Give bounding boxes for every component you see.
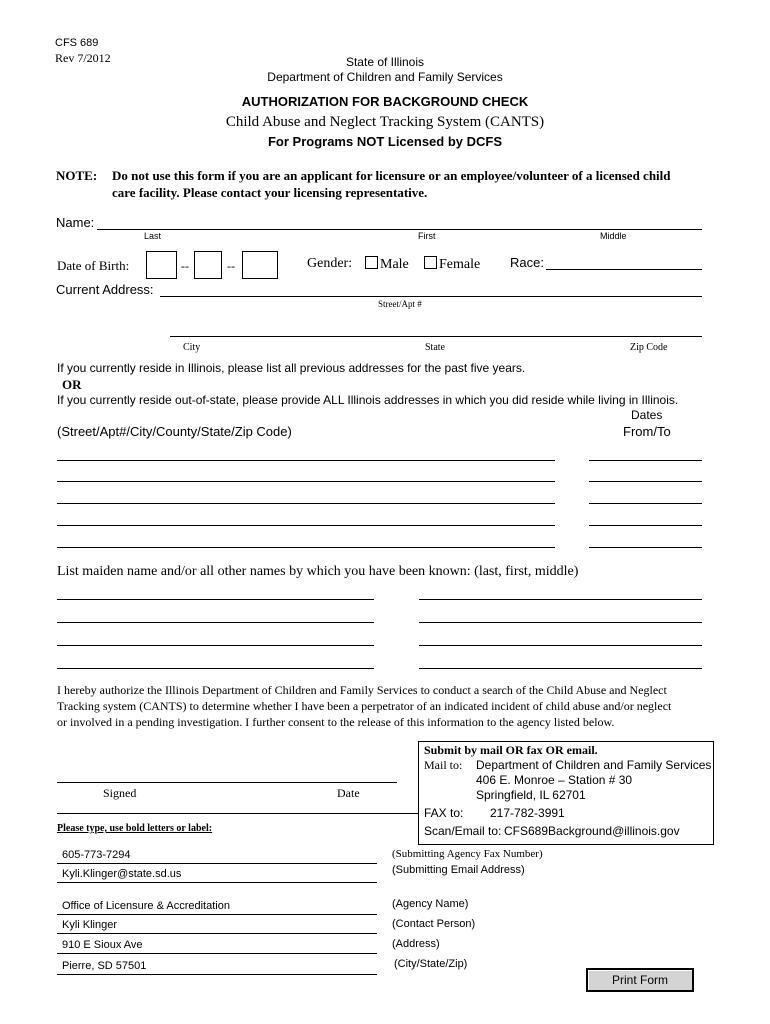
dob-separator: -- [181, 259, 189, 273]
from-to-header: From/To [623, 424, 671, 439]
other-name-line[interactable] [57, 599, 374, 600]
race-label: Race: [510, 255, 544, 270]
other-name-line[interactable] [57, 668, 374, 669]
other-name-line[interactable] [419, 599, 702, 600]
name-field[interactable] [97, 229, 702, 230]
gender-label: Gender: [307, 256, 353, 271]
previous-address-line[interactable] [57, 503, 555, 504]
dates-line[interactable] [589, 525, 702, 526]
race-field[interactable] [546, 269, 702, 270]
zip-caption: Zip Code [630, 342, 668, 353]
contact-person-caption: (Contact Person) [392, 918, 476, 930]
agency-email-value[interactable]: Kyli.Klinger@state.sd.us [62, 868, 182, 880]
or-label: OR [62, 377, 82, 392]
form-id: CFS 689 [55, 37, 99, 49]
fax-number: 217-782-3991 [490, 806, 565, 820]
note-label: NOTE: [56, 168, 98, 183]
name-middle-caption: Middle [600, 231, 627, 241]
contact-person-line [57, 933, 377, 934]
gender-female-option[interactable] [424, 256, 480, 273]
other-name-line[interactable] [419, 622, 702, 623]
dob-label: Date of Birth: [57, 258, 130, 273]
other-name-line[interactable] [419, 668, 702, 669]
other-name-line[interactable] [57, 645, 374, 646]
male-label: Male [380, 257, 409, 272]
agency-email-caption: (Submitting Email Address) [392, 864, 525, 876]
fax-label: FAX to: [424, 806, 464, 820]
mail-address-line2: 406 E. Monroe – Station # 30 [476, 773, 633, 787]
dates-line[interactable] [589, 460, 702, 461]
mail-address-line1: Department of Children and Family Services [476, 758, 712, 772]
other-name-line[interactable] [57, 622, 374, 623]
authorization-text-line1: I hereby authorize the Illinois Department of Children and Family Services to conduct a search of the Child Abuse and Neglect [57, 683, 667, 697]
street-caption: Street/Apt # [378, 299, 422, 309]
note-text-line2: care facility. Please contact your licensing representative. [112, 185, 428, 200]
signed-caption: Signed [103, 786, 137, 800]
form-subtitle: Child Abuse and Neglect Tracking System (CANTS) [225, 114, 545, 130]
state-caption: State [425, 342, 445, 353]
agency-name-line [57, 914, 377, 915]
contact-person-value[interactable]: Kyli Klinger [62, 919, 118, 931]
maiden-names-label: List maiden name and/or all other names by which you have been known: (last, first, middle) [57, 564, 579, 579]
previous-address-line[interactable] [57, 525, 555, 526]
state-name: State of Illinois [345, 55, 425, 69]
note-text-line1: Do not use this form if you are an applicant for licensure or an employee/volunteer of a licensed child [112, 168, 671, 183]
previous-address-line[interactable] [57, 547, 555, 548]
agency-city-state-zip-line [57, 974, 377, 975]
name-first-caption: First [418, 231, 436, 241]
dates-line[interactable] [589, 481, 702, 482]
dates-header: Dates [631, 408, 663, 422]
female-checkbox[interactable] [424, 256, 437, 269]
dob-day-input[interactable] [194, 251, 222, 279]
agency-name-value[interactable]: Office of Licensure & Accreditation [62, 900, 230, 912]
authorization-text-line3: or involved in a pending investigation. I further consent to the release of this information to the agency listed below. [57, 715, 615, 729]
dob-year-input[interactable] [242, 251, 278, 279]
street-field[interactable] [160, 296, 702, 297]
address-column-header: (Street/Apt#/City/County/State/Zip Code) [57, 424, 292, 439]
previous-address-line[interactable] [57, 481, 555, 482]
agency-name-caption: (Agency Name) [392, 898, 469, 910]
agency-fax-line [57, 863, 377, 864]
address-label: Current Address: [56, 282, 154, 297]
male-checkbox[interactable] [365, 256, 378, 269]
mail-to-label: Mail to: [424, 758, 463, 772]
city-caption: City [183, 342, 201, 353]
previous-address-instructions: If you currently reside in Illinois, please list all previous addresses for the past five years. [57, 361, 526, 375]
name-last-caption: Last [144, 231, 162, 241]
agency-email-line [57, 882, 377, 883]
programs-heading: For Programs NOT Licensed by DCFS [267, 134, 503, 149]
mail-address-line3: Springfield, IL 62701 [476, 788, 586, 802]
email-label: Scan/Email to: [424, 824, 502, 838]
other-name-line[interactable] [419, 645, 702, 646]
out-of-state-instructions: If you currently reside out-of-state, please provide ALL Illinois addresses in which you did reside while living in Illinois. [57, 393, 679, 407]
department-name: Department of Children and Family Services [267, 70, 503, 84]
agency-address-line [57, 953, 377, 954]
dates-line[interactable] [589, 503, 702, 504]
email-address: CFS689Background@illinois.gov [504, 824, 680, 838]
agency-fax-value[interactable]: 605-773-7294 [62, 849, 131, 861]
form-title: AUTHORIZATION FOR BACKGROUND CHECK [241, 94, 529, 109]
name-label: Name: [56, 215, 95, 230]
agency-address-caption: (Address) [392, 938, 440, 950]
previous-address-line[interactable] [57, 460, 555, 461]
divider [57, 813, 420, 814]
signature-date-line[interactable] [57, 782, 397, 783]
agency-fax-caption: (Submitting Agency Fax Number) [392, 848, 543, 860]
agency-address-value[interactable]: 910 E Sioux Ave [62, 939, 143, 951]
agency-city-state-zip-caption: (City/State/Zip) [394, 958, 468, 970]
type-instructions: Please type, use bold letters or label: [57, 823, 213, 834]
dob-separator: -- [227, 259, 235, 273]
dates-line[interactable] [589, 547, 702, 548]
authorization-text-line2: Tracking system (CANTS) to determine whether I have been a perpetrator of an indicated incident of child abuse and/or neglect [57, 699, 672, 713]
city-state-zip-field[interactable] [170, 336, 702, 337]
date-caption: Date [337, 786, 360, 800]
submit-heading: Submit by mail OR fax OR email. [424, 743, 598, 757]
agency-city-state-zip-value[interactable]: Pierre, SD 57501 [62, 960, 147, 972]
print-form-button[interactable]: Print Form [586, 968, 694, 992]
gender-male-option[interactable] [365, 256, 409, 273]
female-label: Female [439, 257, 481, 272]
dob-month-input[interactable] [146, 251, 177, 279]
form-revision: Rev 7/2012 [55, 51, 111, 65]
